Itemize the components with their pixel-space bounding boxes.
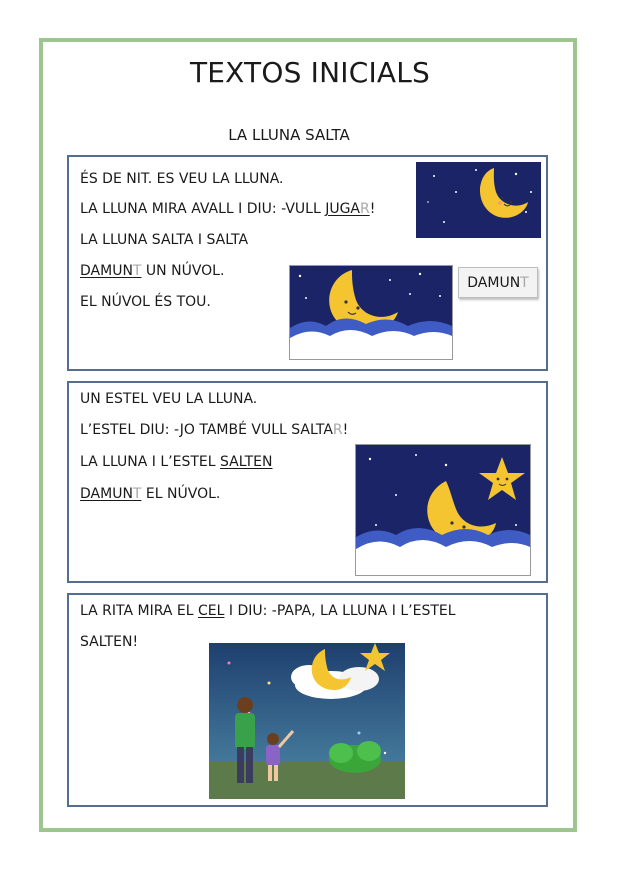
cloud-icon <box>290 318 452 359</box>
fill-word <box>80 263 141 279</box>
fill-word-hint: T <box>132 263 142 279</box>
answer-word-text: DAMUN <box>467 274 521 291</box>
text-segment: LA LLUNA I L’ESTEL <box>80 454 221 470</box>
fill-word-hint: T <box>132 486 142 502</box>
text-segment: EL NÚVOL. <box>141 486 221 502</box>
story-line <box>80 454 272 470</box>
moon-sky-image <box>416 162 541 238</box>
fill-word-hint: R <box>360 201 370 217</box>
father-child-image <box>209 643 405 799</box>
story-line <box>80 603 456 619</box>
story-line: UN ESTEL VEU LA LLUNA. <box>80 391 258 407</box>
bush-icon <box>329 741 381 773</box>
fill-word-hint: R <box>332 422 343 438</box>
story-line <box>80 201 375 217</box>
text-segment: ! <box>342 422 349 438</box>
text-segment: L’ESTEL DIU: -JO TAMBÉ VULL SALTA <box>80 422 333 438</box>
story-line: ÉS DE NIT. ES VEU LA LLUNA. <box>80 171 284 187</box>
story-line: LA LLUNA SALTA I SALTA <box>80 232 249 248</box>
text-segment: LA LLUNA MIRA AVALL I DIU: -VULL <box>80 201 326 217</box>
moon-cloud-image <box>289 265 453 360</box>
text-segment: UN NÚVOL. <box>141 263 225 279</box>
text-segment: LA RITA MIRA EL <box>80 603 198 619</box>
moon-sky-svg <box>416 162 541 238</box>
text-segment: I DIU: -PAPA, LA LLUNA I L’ESTEL <box>224 603 456 619</box>
cloud-icon <box>356 528 530 575</box>
story-line <box>80 486 220 502</box>
story-line: EL NÚVOL ÉS TOU. <box>80 294 211 310</box>
moon-star-image <box>355 444 531 576</box>
fill-word-text: DAMUN <box>80 263 133 279</box>
answer-word-hint: T <box>520 274 529 291</box>
moon-cloud-svg <box>290 266 452 359</box>
page-title: TEXTOS INICIALS <box>189 56 431 89</box>
father-child-svg <box>209 643 405 799</box>
story-line: SALTEN! <box>80 634 139 650</box>
fill-word-text: DAMUN <box>80 486 133 502</box>
fill-word-text: JUGA <box>325 201 361 217</box>
fill-word: SALTEN <box>220 454 273 470</box>
fill-word: CEL <box>198 603 225 619</box>
story-line <box>80 263 224 279</box>
text-segment: ! <box>369 201 376 217</box>
story-line <box>80 422 348 438</box>
story-title: LA LLUNA SALTA <box>228 126 350 144</box>
answer-word-button[interactable] <box>458 267 538 298</box>
moon-star-svg <box>356 445 530 575</box>
fill-word <box>325 201 370 217</box>
fill-word <box>80 486 141 502</box>
